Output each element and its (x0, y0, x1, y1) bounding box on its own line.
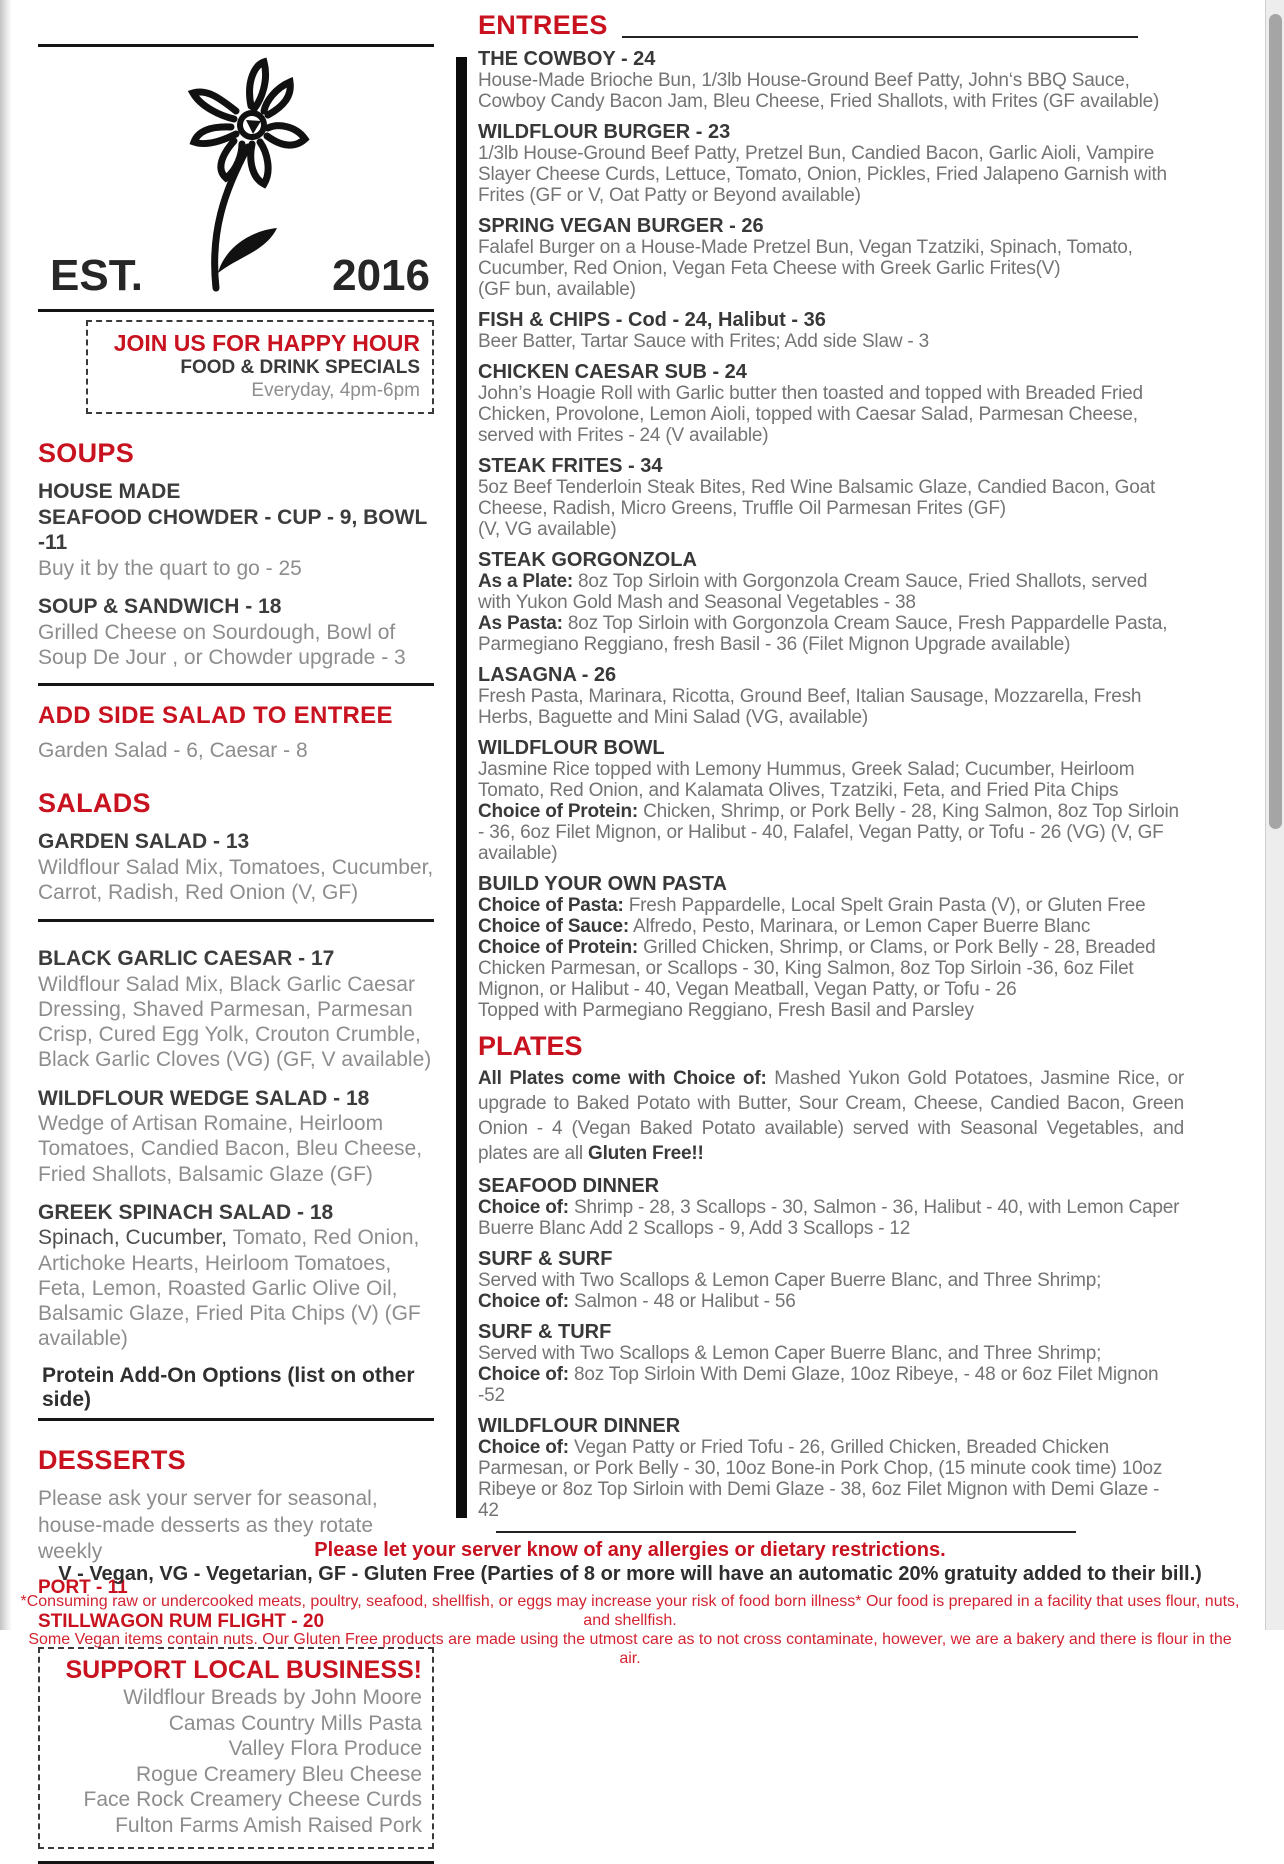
text-segment: Choice of: (478, 1364, 569, 1385)
menu-item-description (478, 916, 1184, 937)
menu-item-name: SEAFOOD CHOWDER - CUP - 9, BOWL -11 (38, 505, 427, 555)
menu-item-name: WILDFLOUR BOWL (478, 737, 665, 759)
menu-item-description (478, 331, 1184, 352)
entrees-header-rule (622, 36, 1138, 38)
menu-item-name: SPRING VEGAN BURGER - 26 (478, 215, 764, 237)
text-segment: Choice of: (478, 1197, 569, 1218)
text-segment: 8oz Top Sirloin with Gorgonzola Cream Sauce, Fresh Pappardelle Pasta, Parmegiano Reggiano, fresh Basil - 36 (Filet Mignon Upgrade available) (478, 613, 1168, 655)
menu-item-description (478, 383, 1184, 446)
text-segment: 8oz Top Sirloin with Gorgonzola Cream Sauce, Fried Shallots, served with Yukon Gold Mash and Seasonal Vegetables - 38 (478, 571, 1148, 613)
divider-rule (38, 683, 434, 686)
menu-item-description (478, 519, 1184, 540)
plates-intro (478, 1066, 1184, 1166)
salads-list (38, 829, 434, 1351)
support-local-list (50, 1685, 422, 1839)
happy-hour-time: Everyday, 4pm-6pm (251, 380, 420, 402)
menu-item-description (478, 895, 1184, 916)
menu-item-name: WILDFLOUR DINNER (478, 1415, 681, 1437)
text-segment: Wedge of Artisan Romaine, Heirloom Tomatoes, Candied Bacon, Bleu Cheese, Fried Shallots, Balsamic Glaze (GF) (38, 1112, 423, 1186)
menu-item (38, 479, 434, 581)
text-segment: Fresh Pasta, Marinara, Ricotta, Ground Beef, Italian Sausage, Mozzarella, Fresh Herbs, Baguette and Mini Salad (VG, available) (478, 686, 1142, 728)
support-local-title: SUPPORT LOCAL BUSINESS! (65, 1656, 422, 1685)
menu-item-description (38, 620, 434, 670)
menu-item-description (478, 1343, 1184, 1364)
text-segment: Choice of: (478, 1291, 569, 1312)
text-segment: Alfredo, Pesto, Marinara, or Lemon Caper Buerre Blanc (628, 916, 1091, 937)
menu-item (478, 1176, 1184, 1239)
rum-flight-item: STILLWAGON RUM FLIGHT - 20 (38, 1611, 325, 1633)
text-segment: Tomato, Red Onion, Artichoke Hearts, Heirloom Tomatoes, Feta, Lemon, Roasted Garlic Olive Oil, Balsamic Glaze, Fried Pita Chips (V) (GF available) (38, 1226, 421, 1351)
soups-list (38, 479, 434, 670)
menu-item-description (478, 801, 1184, 864)
menu-item-name: SEAFOOD DINNER (478, 1175, 660, 1197)
menu-item-name: THE COWBOY - 24 (478, 48, 656, 70)
text-segment: Served with Two Scallops & Lemon Caper Buerre Blanc, and Three Shrimp; (478, 1270, 1102, 1291)
list-item: Wildflour Breads by John Moore (123, 1686, 422, 1710)
right-column-end-rule (496, 1531, 1076, 1533)
scrollbar-track[interactable] (1265, 0, 1284, 1630)
menu-item-description (478, 613, 1184, 655)
text-segment: (V, VG available) (478, 519, 617, 540)
text-segment: Fresh Pappardelle, Local Spelt Grain Pasta (V), or Gluten Free (623, 895, 1146, 916)
menu-item (478, 216, 1184, 300)
est-label: EST. (50, 251, 143, 300)
menu-item-name: LASAGNA - 26 (478, 664, 617, 686)
menu-item-description (478, 571, 1184, 613)
footer (20, 1538, 1240, 1668)
menu-item-description (478, 1270, 1184, 1291)
page-edge-shadow (0, 0, 12, 1630)
menu-item-name: SOUP & SANDWICH - 18 (38, 595, 282, 618)
menu-item (478, 550, 1184, 655)
text-segment: Choice of Protein: (478, 801, 639, 822)
text-segment: 8oz Top Sirloin With Demi Glaze, 10oz Ribeye, - 48 or 6oz Filet Mignon -52 (478, 1364, 1159, 1406)
text-segment: Choice of Pasta: (478, 895, 624, 916)
menu-item (478, 738, 1184, 864)
text-segment: Choice of Sauce: (478, 916, 629, 937)
list-item: Camas Country Mills Pasta (168, 1711, 422, 1735)
text-segment: Mashed Yukon Gold Potatoes, Jasmine Rice, or upgrade to Baked Potato with Butter, Sour Cream, Cheese, Candied Bacon, Green Onion - 4 (Vegan Baked Potato available) served with Seasonal Vegetables, and plates are all (478, 1068, 1184, 1164)
menu-item-description (478, 686, 1184, 728)
menu-item (478, 1322, 1184, 1406)
menu-item (478, 665, 1184, 728)
consumption-warning: *Consuming raw or undercooked meats, poultry, seafood, shellfish, or eggs may increase your risk of food born illness* Our food is prepared in a facility that uses flour, nuts, and shellfish. (20, 1593, 1240, 1629)
est-year: 2016 (332, 251, 430, 300)
menu-item (478, 49, 1184, 112)
soups-section-title: SOUPS (38, 437, 135, 468)
menu-item-name: WILDFLOUR WEDGE SALAD - 18 (38, 1086, 370, 1110)
text-segment: Vegan Patty or Fried Tofu - 26, Grilled Chicken, Breaded Chicken Parmesan, or Pork Belly - 30, 10oz Bone-in Pork Chop, (15 minute cook time) 10oz Ribeye or 8oz Top Sirloin with Demi Glaze - 38, 6oz Filet Mignon with Demi Glaze - 42 (478, 1437, 1163, 1521)
port-item: PORT - 11 (38, 1577, 128, 1599)
menu-item (478, 456, 1184, 540)
menu-item-name: FISH & CHIPS - Cod - 24, Halibut - 36 (478, 309, 826, 331)
text-segment: Buy it by the quart to go - 25 (38, 556, 302, 580)
menu-item-description (478, 237, 1184, 279)
menu-item-description (478, 143, 1184, 206)
menu-item-description (478, 1197, 1184, 1239)
menu-item-description (478, 477, 1184, 519)
support-local-box (38, 1647, 434, 1849)
menu-item-description (38, 556, 434, 581)
menu-item-description (478, 1291, 1184, 1312)
menu-item (38, 594, 434, 670)
menu-item (478, 874, 1184, 1021)
plates-list (478, 1176, 1184, 1521)
add-side-salad-title: ADD SIDE SALAD TO ENTREE (38, 701, 393, 729)
menu-item-description (478, 1437, 1184, 1521)
menu-item (38, 946, 434, 1072)
menu-item-name: BUILD YOUR OWN PASTA (478, 873, 727, 895)
menu-item (478, 1249, 1184, 1312)
menu-item-name: WILDFLOUR BURGER - 23 (478, 121, 731, 143)
text-segment: All Plates come with Choice of: (478, 1068, 775, 1089)
text-segment: Shrimp - 28, 3 Scallops - 30, Salmon - 36, Halibut - 40, with Lemon Caper Buerre Blanc Add 2 Scallops - 9, Add 3 Scallops - 12 (478, 1197, 1180, 1239)
menu-item (38, 829, 434, 922)
text-segment: Choice of: (478, 1437, 569, 1458)
menu-item (478, 310, 1184, 352)
menu-item (478, 122, 1184, 206)
menu-item-description (38, 855, 434, 905)
happy-hour-title: JOIN US FOR HAPPY HOUR (113, 330, 420, 356)
plates-section-title: PLATES (478, 1031, 583, 1061)
text-segment: (GF bun, available) (478, 279, 636, 300)
menu-item-name: STEAK GORGONZOLA (478, 549, 697, 571)
text-segment: Choice of Protein: (478, 937, 639, 958)
menu-item-description (478, 1000, 1184, 1021)
menu-item-name: HOUSE MADE (38, 479, 181, 503)
menu-item-description (38, 1111, 434, 1187)
list-item: Fulton Farms Amish Raised Pork (115, 1814, 422, 1838)
text-segment: Falafel Burger on a House-Made Pretzel Bun, Vegan Tzatziki, Spinach, Tomato, Cucumber, Red Onion, Vegan Feta Cheese with Greek Garlic Frites(V) (478, 237, 1133, 279)
bottom-rule (38, 1861, 434, 1864)
list-item: Face Rock Creamery Cheese Curds (83, 1788, 422, 1812)
text-segment: Chicken, Shrimp, or Pork Belly - 28, King Salmon, 8oz Top Sirloin - 36, 6oz Filet Mignon, or Halibut - 40, Falafel, Vegan Patty, or Tofu - 26 (VG) (V, GF available) (478, 801, 1179, 864)
menu-item-description (478, 70, 1184, 112)
menu-item-description (478, 937, 1184, 1000)
list-item: Rogue Creamery Bleu Cheese (136, 1762, 422, 1786)
list-item: Valley Flora Produce (228, 1737, 422, 1761)
menu-item-name: BLACK GARLIC CAESAR - 17 (38, 947, 335, 971)
text-segment: Beer Batter, Tartar Sauce with Frites; Add side Slaw - 3 (478, 331, 929, 352)
menu-item-description (478, 1364, 1184, 1406)
text-segment: Gluten Free!! (588, 1143, 704, 1164)
menu-item (478, 1416, 1184, 1521)
menu-item-name: SURF & TURF (478, 1321, 612, 1343)
scrollbar-thumb[interactable] (1269, 14, 1282, 829)
happy-hour-box (86, 320, 434, 414)
text-segment: As Pasta: (478, 613, 563, 634)
text-segment: Jasmine Rice topped with Lemony Hummus, Greek Salad; Cucumber, Heirloom Tomato, Red Onion, and Kalamata Olives, Tzatziki, Feta, and Fried Pita Chips (478, 759, 1135, 801)
entrees-list (478, 49, 1184, 1021)
menu-item-name: GARDEN SALAD - 13 (38, 830, 250, 854)
text-segment: 5oz Beef Tenderloin Steak Bites, Red Wine Balsamic Glaze, Candied Bacon, Goat Cheese, Radish, Micro Greens, Truffle Oil Parmesan Frites (GF) (478, 477, 1156, 519)
menu-item-description (478, 759, 1184, 801)
text-segment: House-Made Brioche Bun, 1/3lb House-Ground Beef Patty, John‘s BBQ Sauce, Cowboy Candy Bacon Jam, Bleu Cheese, Fried Shallots, with Frites (GF available) (478, 70, 1160, 112)
menu-item (38, 1200, 434, 1352)
text-segment: Grilled Cheese on Sourdough, Bowl of Soup De Jour , or Chowder upgrade - 3 (38, 620, 406, 669)
legend-and-gratuity-notice: V - Vegan, VG - Vegetarian, GF - Gluten Free (Parties of 8 or more will have an automatic 20% gratuity added to their bill.) (58, 1563, 1202, 1585)
protein-addon-note: Protein Add-On Options (list on other side) (38, 1364, 434, 1421)
menu-item-name: STEAK FRITES - 34 (478, 455, 663, 477)
add-side-salad-options: Garden Salad - 6, Caesar - 8 (38, 738, 308, 762)
menu-item-name: GREEK SPINACH SALAD - 18 (38, 1200, 334, 1224)
menu-item-description (38, 972, 434, 1073)
right-column (478, 12, 1184, 1533)
text-segment: Topped with Parmegiano Reggiano, Fresh Basil and Parsley (478, 1000, 974, 1021)
text-segment: Spinach, Cucumber, (38, 1226, 233, 1250)
column-divider-bar (456, 57, 467, 1518)
text-segment: John’s Hoagie Roll with Garlic butter then toasted and topped with Breaded Fried Chicken, Provolone, Lemon Aioli, topped with Caesar Salad, Parmesan Cheese, served with Frites - 24 (V available) (478, 383, 1143, 446)
menu-item-description (478, 279, 1184, 300)
text-segment: Wildflour Salad Mix, Black Garlic Caesar Dressing, Shaved Parmesan, Parmesan Crisp, Cured Egg Yolk, Crouton Crumble, Black Garlic Cloves (VG) (GF, V available) (38, 972, 432, 1072)
salads-section-title: SALADS (38, 788, 151, 819)
text-segment: As a Plate: (478, 571, 573, 592)
menu-item (38, 1086, 434, 1187)
entrees-header (478, 12, 1184, 39)
text-segment: Grilled Chicken, Shrimp, or Clams, or Pork Belly - 28, Breaded Chicken Parmesan, or Scallops - 30, King Salmon, 8oz Top Sirloin -36, 6oz Filet Mignon, or Halibut - 40, Vegan Meatball, Vegan Patty, or Tofu - 26 (478, 937, 1156, 1000)
established-row (50, 251, 430, 301)
desserts-section-title: DESSERTS (38, 1445, 186, 1476)
happy-hour-subtitle: FOOD & DRINK SPECIALS (180, 357, 420, 379)
text-segment: Salmon - 48 or Halibut - 56 (568, 1291, 796, 1312)
cross-contamination-note: Some Vegan items contain nuts. Our Gluten Free products are made using the utmost care as to not cross contaminate, however, we are a bakery and there is flour in the air. (28, 1631, 1232, 1667)
desserts-note: Please ask your server for seasonal, house-made desserts as they rotate weekly (38, 1487, 378, 1563)
text-segment: Wildflour Salad Mix, Tomatoes, Cucumber, Carrot, Radish, Red Onion (V, GF) (38, 855, 434, 905)
menu-item-description (38, 1225, 434, 1351)
text-segment: 1/3lb House-Ground Beef Patty, Pretzel Bun, Candied Bacon, Garlic Aioli, Vampire Slayer Cheese Curds, Lettuce, Tomato, Onion, Pickles, Fried Jalapeno Garnish with Frites (GF or V, Oat Patty or Beyond available) (478, 143, 1167, 206)
menu-item (478, 362, 1184, 446)
logo-block (38, 44, 434, 312)
text-segment: Served with Two Scallops & Lemon Caper Buerre Blanc, and Three Shrimp; (478, 1343, 1102, 1364)
allergy-notice: Please let your server know of any allergies or dietary restrictions. (314, 1539, 946, 1561)
menu-item-name: SURF & SURF (478, 1248, 613, 1270)
menu-item-name: CHICKEN CAESAR SUB - 24 (478, 361, 747, 383)
entrees-section-title: ENTREES (478, 10, 608, 40)
